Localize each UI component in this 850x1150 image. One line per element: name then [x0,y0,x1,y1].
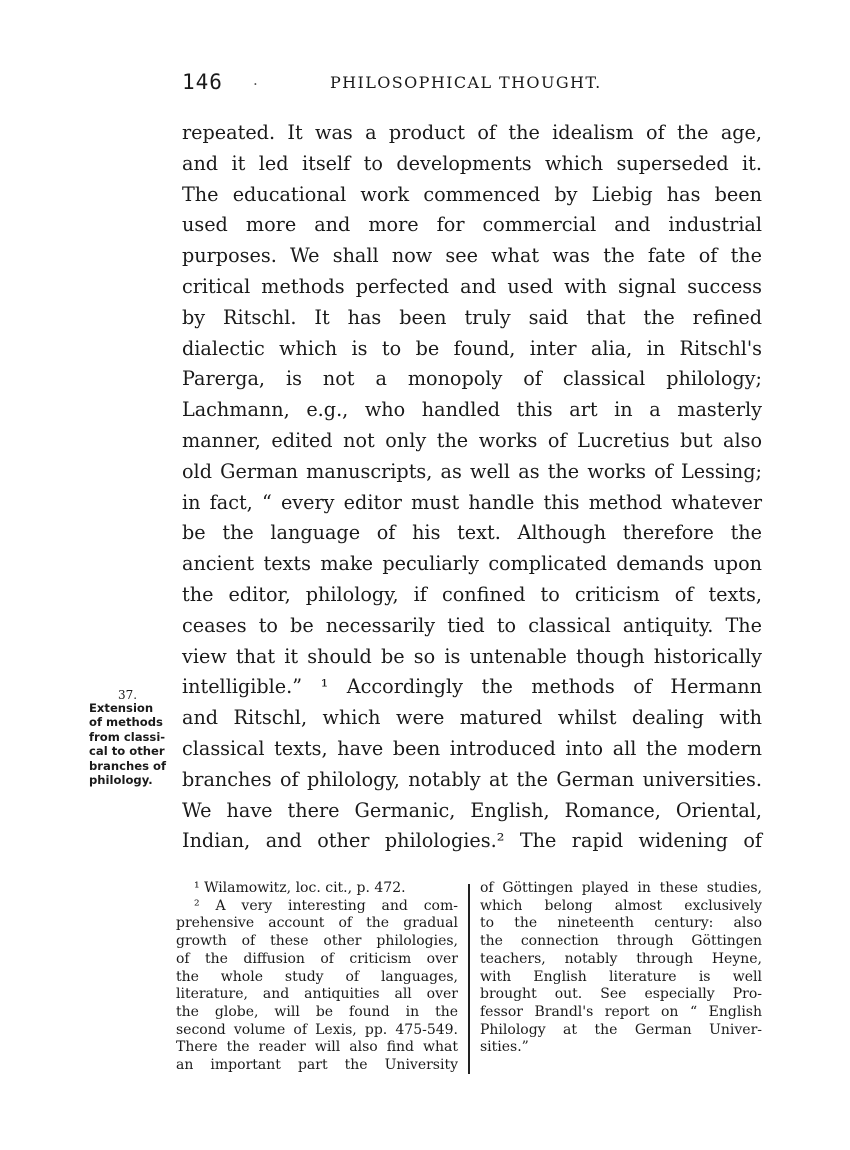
body-line: purposes. We shall now see what was the fate of the [182,244,762,268]
footnote-line: prehensive account of the gradual [176,915,458,932]
body-line: by Ritschl. It has been truly said that the refined [182,305,762,329]
body-line: We have there Germanic, English, Romance, Oriental, [182,798,762,822]
footnote-line: ² A very interesting and com- [194,897,458,914]
body-line: The educational work commenced by Liebig has been [182,182,762,206]
footnote-column-left [176,880,458,1075]
footnote-line: Philology at the German Univer- [480,1021,762,1038]
body-line: Lachmann, e.g., who handled this art in a masterly [182,398,762,422]
body-line: old German manuscripts, as well as the works of Lessing; [182,459,762,483]
sidenote-line: philology. [89,773,153,788]
body-line: branches of philology, notably at the German universities. [182,767,762,791]
body-line: intelligible.” ¹ Accordingly the methods of Hermann [182,675,762,699]
footnote-line: with English literature is well [480,968,762,985]
body-line: classical texts, have been introduced into all the modern [182,736,762,760]
sidenote-line: from classi- [89,729,166,744]
footnote-line: fessor Brandl's report on “ English [480,1003,762,1020]
body-line: Parerga, is not a monopoly of classical philology; [182,367,762,391]
body-line: ancient texts make peculiarly complicated demands upon [182,552,762,576]
sidenote-line: Extension [89,701,154,715]
footnote-line: of Göttingen played in these studies, [480,880,762,896]
footnote-line: teachers, notably through Heyne, [480,950,762,967]
body-line: critical methods perfected and used with signal success [182,274,762,298]
sidenote-line: of methods [89,715,163,730]
footnote-line: second volume of Lexis, pp. 475-549. [176,1021,458,1038]
footnote-line: the whole study of languages, [176,968,458,985]
footnote-line: which belong almost exclusively [480,897,762,914]
column-divider [468,884,470,1074]
footnote-line: the connection through Göttingen [480,933,762,950]
footnote-line: the globe, will be found in the [176,1003,458,1020]
body-line: Indian, and other philologies.² The rapid widening of [182,829,762,853]
page-header [182,70,762,100]
footnote-line: brought out. See especially Pro- [480,986,762,1003]
body-line: and it led itself to developments which superseded it. [182,151,762,175]
margin-sidenote [89,701,165,787]
footnote-line: of the diffusion of criticism over [176,950,458,967]
footnote-line: ¹ Wilamowitz, loc. cit., p. 472. [194,880,406,896]
body-line: be the language of his text. Although therefore the [182,521,762,545]
footnote-line: an important part the University [176,1057,458,1074]
body-line: dialectic which is to be found, inter alia, in Ritschl's [182,336,762,360]
body-line: view that it should be so is untenable though historically [182,644,762,668]
sidenote-number: 37. [118,688,138,702]
footnote-line: literature, and antiquities all over [176,986,458,1003]
body-line: repeated. It was a product of the idealism of the age, [182,121,762,144]
sidenote-line: branches of [89,758,167,773]
body-line: and Ritschl, which were matured whilst dealing with [182,706,762,730]
body-line: used more and more for commercial and industrial [182,213,762,237]
running-title: PHILOSOPHICAL THOUGHT. [330,73,602,92]
page-number: 146 [182,70,223,94]
body-line: in fact, “ every editor must handle this method whatever [182,490,762,514]
footnote-line: sities.” [480,1039,529,1056]
header-dot: . [253,71,258,89]
sidenote-line: cal to other [89,744,165,759]
footnote-column-right [480,880,762,1057]
body-line: ceases to be necessarily tied to classical antiquity. The [182,613,762,637]
body-line: the editor, philology, if confined to criticism of texts, [182,582,762,606]
body-line: manner, edited not only the works of Lucretius but also [182,428,762,452]
body-text [182,118,762,857]
footnote-line: growth of these other philologies, [176,933,458,950]
footnote-line: to the nineteenth century: also [480,915,762,932]
footnote-line: There the reader will also find what [176,1039,458,1056]
